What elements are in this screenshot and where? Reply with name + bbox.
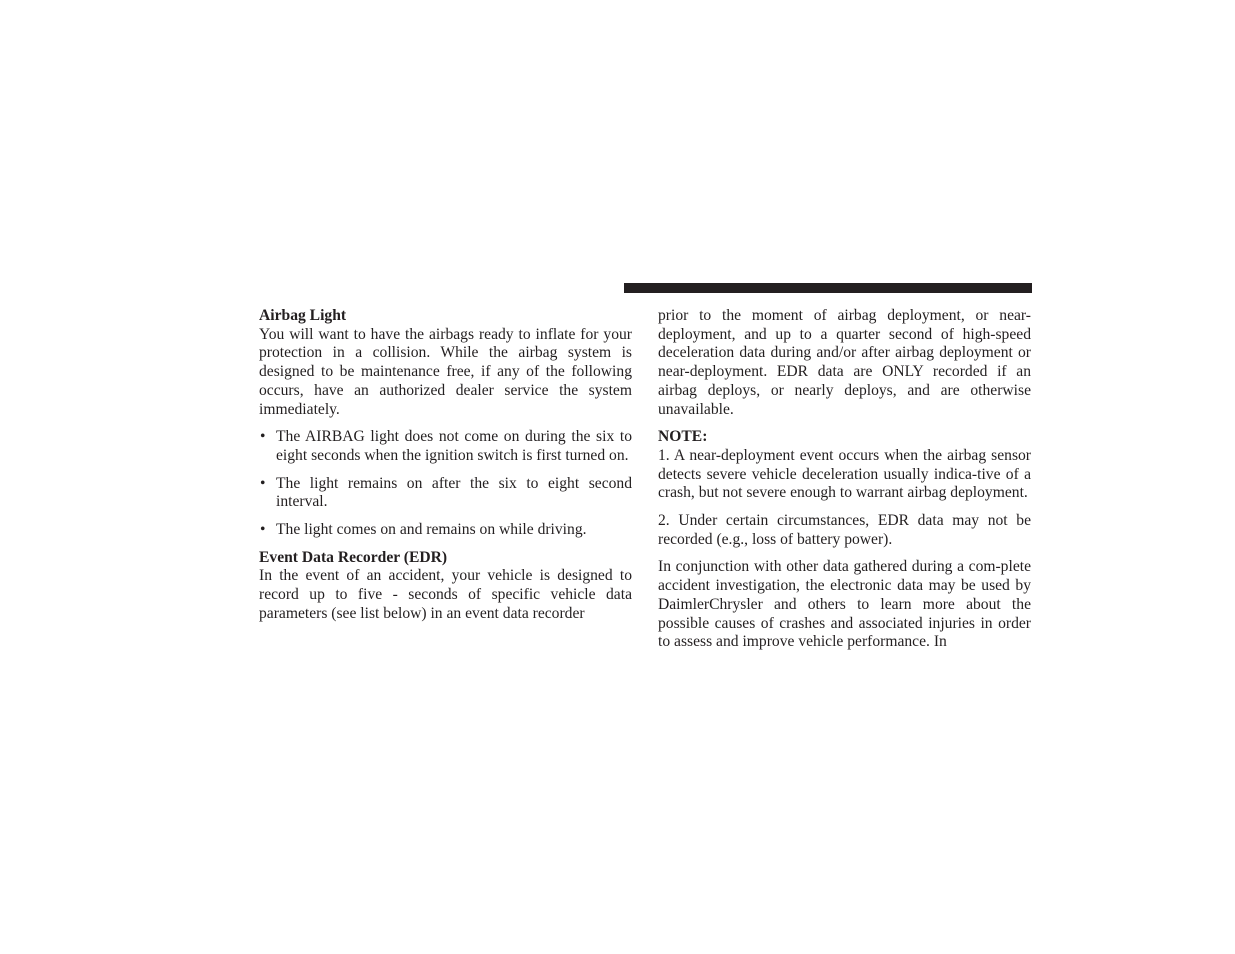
list-item-text: The light comes on and remains on while driving. (276, 521, 587, 539)
edr-text: In the event of an accident, your vehicle is designed to record up to five - seconds of specific vehicle data parameters (see list below) in an event data recorder (259, 567, 632, 622)
bullet-icon: • (260, 474, 266, 492)
edr-continuation: prior to the moment of airbag deployment, or near-deployment, and up to a quarter second of high-speed deceleration data during and/or after airbag deployment or near-deployment. EDR data are ONLY recorded if an airbag deploys, or nearly deploys, and are otherwise unavailable. (658, 307, 1031, 418)
list-item-text: The light remains on after the six to eight second interval. (276, 474, 632, 511)
bullet-icon: • (260, 428, 266, 446)
left-column (259, 307, 632, 624)
section-header-bar (624, 283, 1032, 293)
right-column (658, 307, 1031, 652)
list-item (259, 521, 632, 540)
list-item (259, 428, 632, 465)
note-item-1: 1. A near-deployment event occurs when the airbag sensor detects severe vehicle deceleration usually indica-tive of a crash, but not severe enough to warrant airbag deployment. (658, 446, 1031, 502)
list-item-text: The AIRBAG light does not come on during the six to eight seconds when the ignition switch is first turned on. (276, 428, 632, 464)
airbag-light-heading: Airbag Light (259, 307, 347, 324)
bullet-icon: • (260, 521, 266, 539)
airbag-warning-list (259, 428, 632, 540)
list-item (259, 475, 632, 512)
conjunction-paragraph: In conjunction with other data gathered during a com-plete accident investigation, the electronic data may be used by DaimlerChrysler and others to learn more about the possible causes of crashes and associated injuries in order to assess and improve vehicle performance. In (658, 558, 1031, 651)
note-item-2: 2. Under certain circumstances, EDR data may not be recorded (e.g., loss of battery power). (658, 512, 1031, 548)
note-heading: NOTE: (658, 428, 708, 446)
edr-heading: Event Data Recorder (EDR) (259, 548, 448, 566)
airbag-light-intro: You will want to have the airbags ready to inflate for your protection in a collision. While the airbag system is designed to be maintenance free, if any of the following occurs, have an authorized dealer service the system immediately. (259, 325, 632, 418)
